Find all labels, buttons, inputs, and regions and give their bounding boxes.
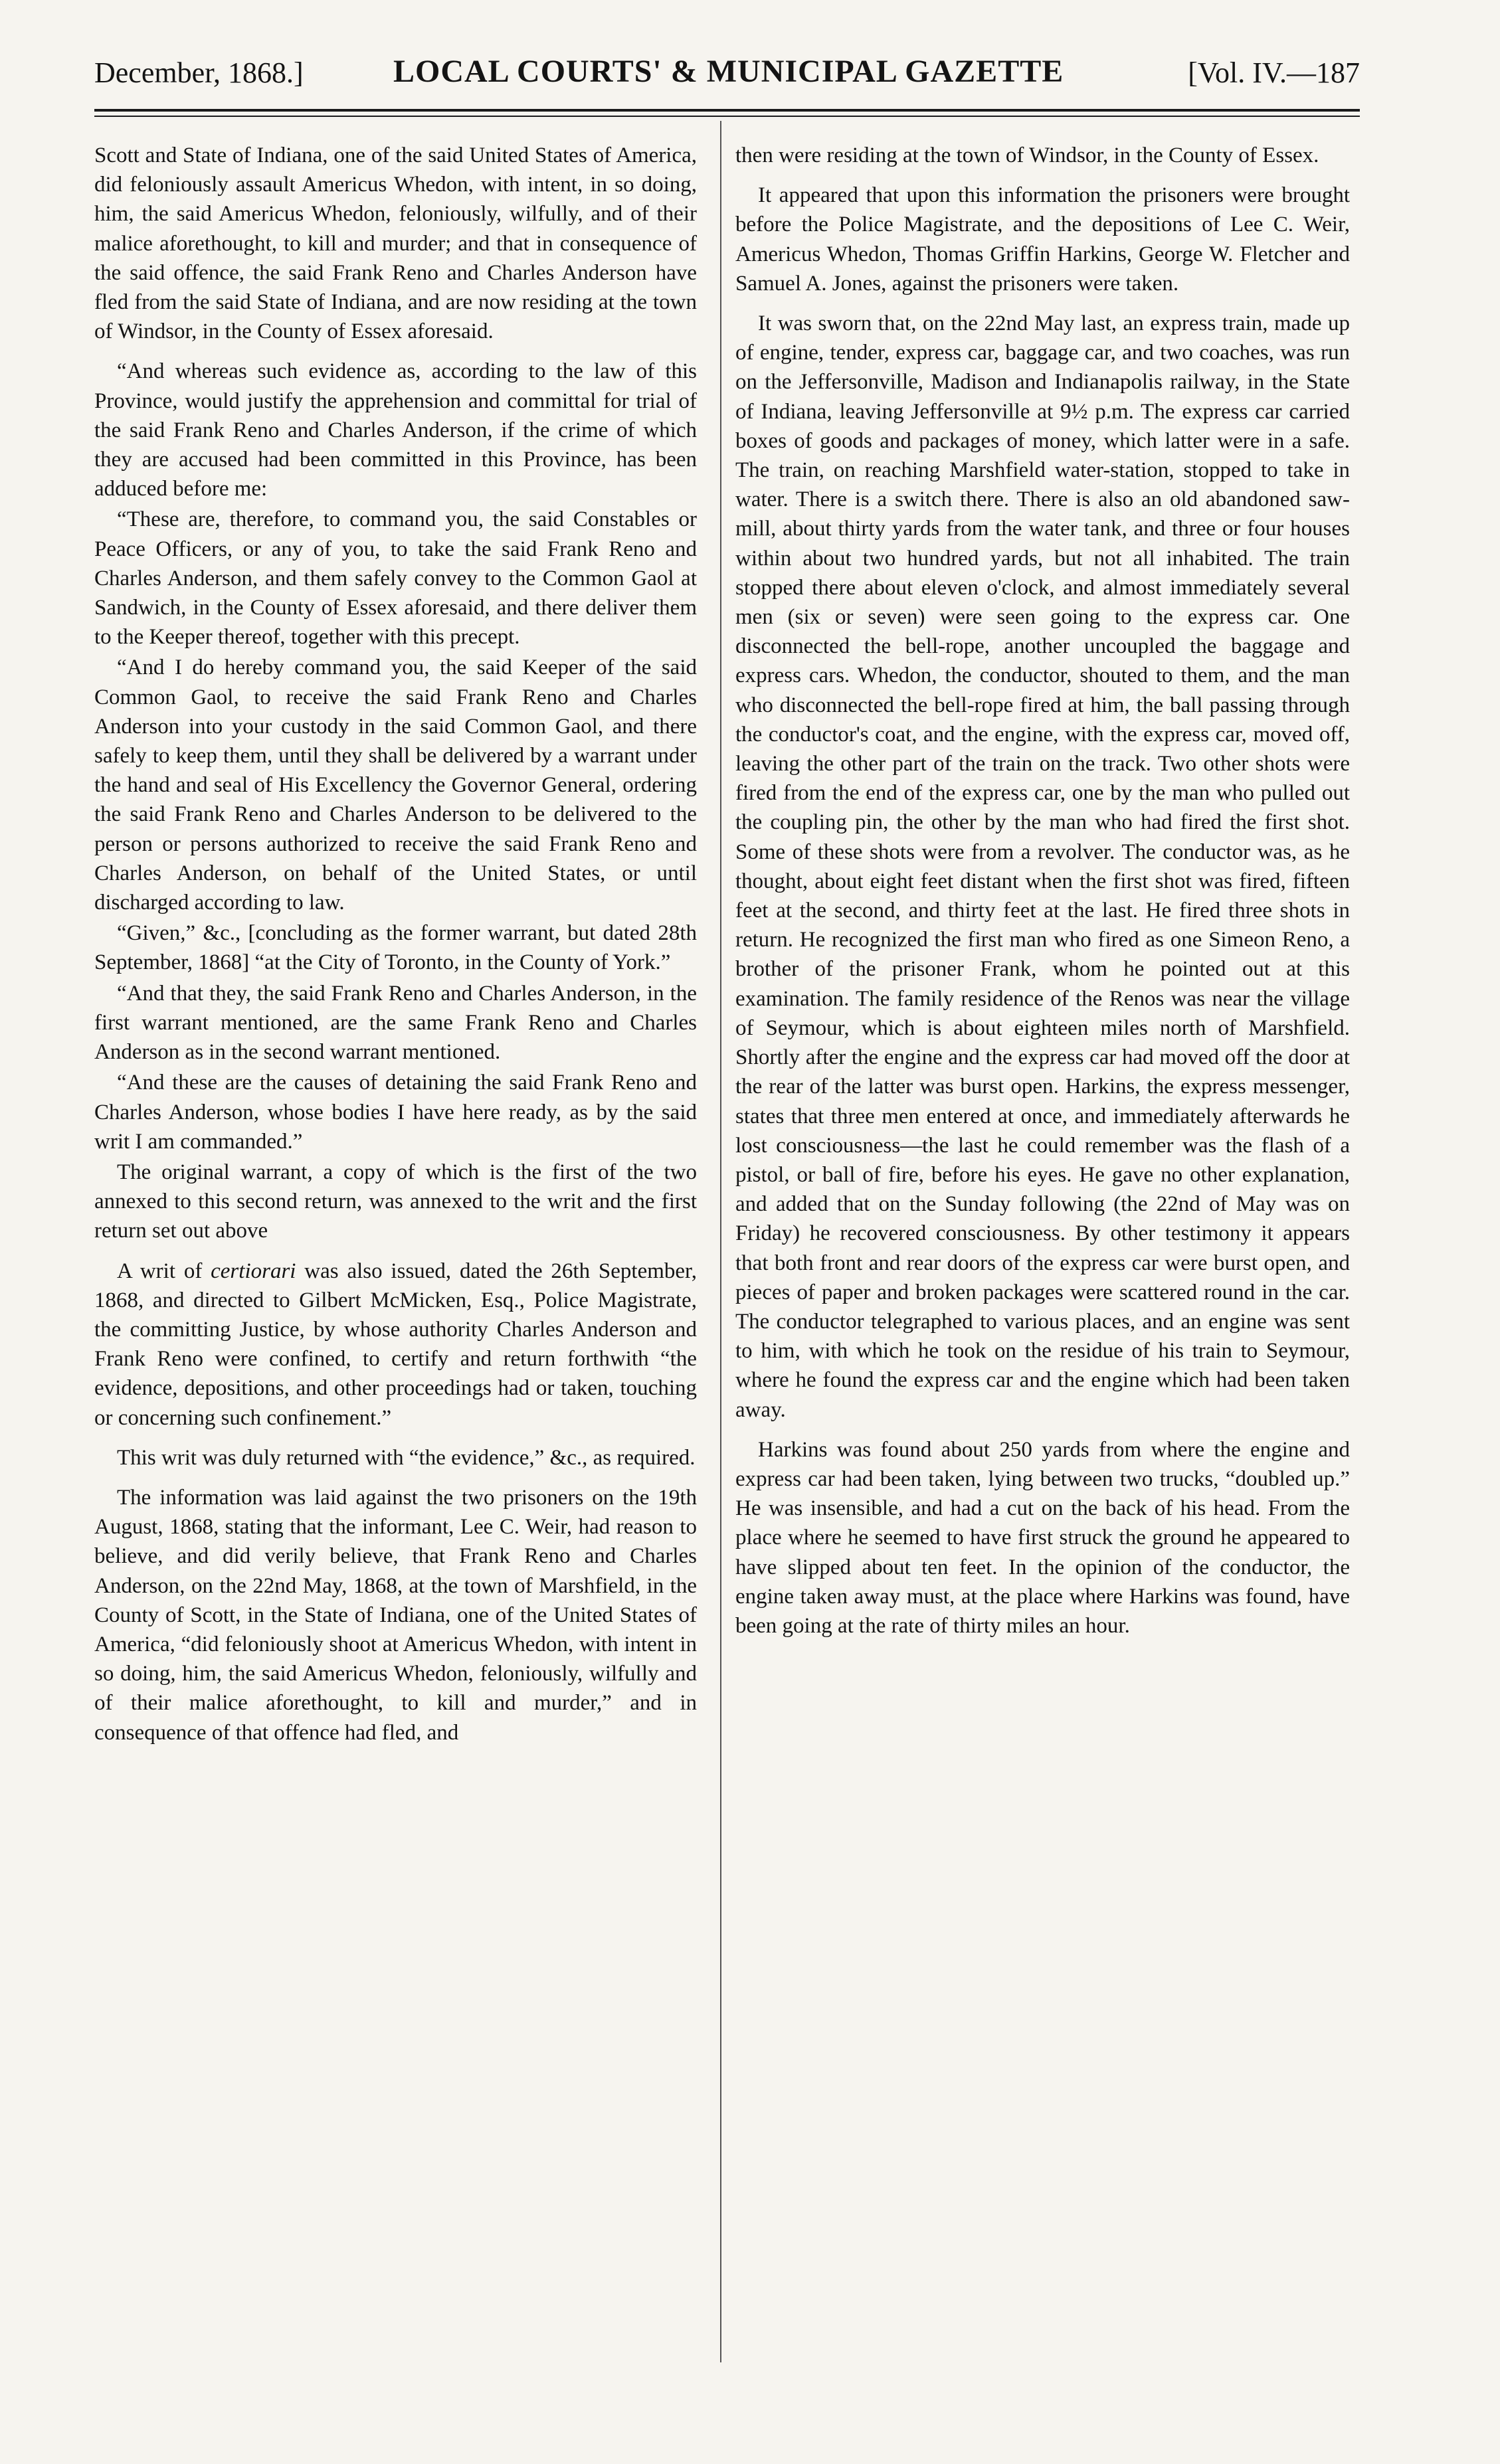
column-divider <box>720 121 721 2362</box>
italic-term: certiorari <box>211 1259 296 1283</box>
running-header <box>94 50 1360 112</box>
right-column <box>735 141 1350 1651</box>
paragraph: “And I do hereby command you, the said Keeper of the said Common Gaol, to receive the said Frank Reno and Charles Anderson into your custody in the said Common Gaol, and there safely to keep them, until they shall be delivered by a warrant under the hand and seal of His Excellency the Governor General, ordering the said Frank Reno and Charles Anderson to be delivered to the person or persons authorized to receive the said Frank Reno and Charles Anderson, on behalf of the United States, or until discharged according to law. <box>94 656 697 915</box>
header-rule-thick <box>94 109 1360 112</box>
paragraph: The original warrant, a copy of which is the first of the two annexed to this second return, was annexed to the writ and the first return set out above <box>94 1160 697 1243</box>
paragraph: Scott and State of Indiana, one of the said United States of America, did feloniously assault Americus Whedon, with intent, in so doing, him, the said Americus Whedon, feloniously, wilfully, and of their malice aforethought, to kill and murder; and that in consequence of the said offence, the said Frank Reno and Charles Anderson have fled from the said State of Indiana, and are now residing at the town of Windsor, in the County of Essex aforesaid. <box>94 143 697 344</box>
paragraph: “And these are the causes of detaining the said Frank Reno and Charles Anderson, whose bodies I have here ready, as by the said writ I am commanded.” <box>94 1071 697 1154</box>
paragraph: A writ of certiorari was also issued, dated the 26th September, 1868, and directed to Gilbert McMicken, Esq., Police Magistrate, the committing Justice, by whose authority Charles Anderson and Frank Reno were confined, to certify and return forthwith “the evidence, depositions, and other proceedings had or taken, touching or concerning such confinement.” <box>94 1259 697 1430</box>
paragraph: then were residing at the town of Windsor, in the County of Essex. <box>735 143 1319 167</box>
header-rule-thin <box>94 116 1360 117</box>
left-column <box>94 141 697 1758</box>
paragraph: “And whereas such evidence as, according to the law of this Province, would justify the apprehension and committal for trial of the said Frank Reno and Charles Anderson, if the crime of which they are accused had been committed in this Province, has been adduced before me: <box>94 359 697 501</box>
paragraph: Harkins was found about 250 yards from where the engine and express car had been taken, lying between two trucks, “doubled up.” He was insensible, and had a cut on the back of his head. From the place where he seemed to have first struck the ground he appeared to have slipped about ten feet. In the opinion of the conductor, the engine taken away must, at the place where Harkins was found, have been going at the rate of thirty miles an hour. <box>735 1437 1350 1638</box>
volume-page-number: [Vol. IV.—187 <box>1188 56 1360 89</box>
paragraph: This writ was duly returned with “the evidence,” &c., as required. <box>117 1445 696 1470</box>
publication-title: LOCAL COURTS' & MUNICIPAL GAZETTE <box>393 54 1064 89</box>
paragraph: The information was laid against the two prisoners on the 19th August, 1868, stating that the informant, Lee C. Weir, had reason to believe, and did verily believe, that Frank Reno and Charles Anderson, on the 22nd May, 1868, at the town of Marshfield, in the County of Scott, in the State of Indiana, one of the United States of America, “did feloniously shoot at Americus Whedon, with intent in so doing, him, the said Americus Whedon, feloniously, wilfully and of their malice aforethought, to kill and murder,” and in consequence of that offence had fled, and <box>94 1485 697 1745</box>
paragraph: “These are, therefore, to command you, the said Constables or Peace Officers, or any of you, to take the said Frank Reno and Charles Anderson, and them safely convey to the Common Gaol at Sandwich, in the County of Essex aforesaid, and there deliver them to the Keeper thereof, together with this precept. <box>94 507 697 650</box>
paragraph: It appeared that upon this information the prisoners were brought before the Police Magistrate, and the depositions of Lee C. Weir, Americus Whedon, Thomas Griffin Harkins, George W. Fletcher and Samuel A. Jones, against the prisoners were taken. <box>735 183 1350 296</box>
paragraph: It was sworn that, on the 22nd May last, an express train, made up of engine, tender, express car, baggage car, and two coaches, was run on the Jeffersonville, Madison and Indianapolis railway, in the State of Indiana, leaving Jeffersonville at 9½ p.m. The express car carried boxes of goods and packages of money, which latter were in a safe. The train, on reaching Marshfield water-station, stopped to take in water. There is a switch there. There is also an old abandoned saw-mill, about thirty yards from the water tank, and three or four houses within about two hundred yards, but not all inhabited. The train stopped there about eleven o'clock, and almost immediately several men (six or seven) were seen going to the express car. One disconnected the bell-rope, another uncoupled the baggage and express cars. Whedon, the conductor, shouted to them, and the man who disconnected the bell-rope fired at him, the ball passing through the conductor's coat, and the engine, with the express car, moved off, leaving the other part of the train on the track. Two other shots were fired from the end of the express car, one by the man who pulled out the coupling pin, the other by the man who had fired the first shot. Some of these shots were from a revolver. The conductor was, as he thought, about eight feet distant when the first shot was fired, fifteen feet at the second, and thirty feet at the last. He fired three shots in return. He recognized the first man who fired as one Simeon Reno, a brother of the prisoner Frank, whom he pointed out at this examination. The family residence of the Renos was near the village of Seymour, which is about eighteen miles north of Marshfield. Shortly after the engine and the express car had moved off the door at the rear of the latter was burst open. Harkins, the express messenger, states that three men entered at once, and immediately afterwards he lost consciousness—the last he could remember was the flash of a pistol, or ball of fire, before his eyes. He gave no other explanation, and added that on the Sunday following (the 22nd of May was on Friday) he recovered consciousness. By other testimony it appears that both front and rear doors of the express car were burst open, and pieces of paper and broken packages were scattered round in the car. The conductor telegraphed to various places, and an engine was sent to him, with which he took on the residue of his train to Seymour, where he found the express car and the engine which had been taken away. <box>735 311 1350 1422</box>
header-date: December, 1868.] <box>94 56 304 89</box>
paragraph: “Given,” &c., [concluding as the former warrant, but dated 28th September, 1868] “at the City of Toronto, in the County of York.” <box>94 921 697 975</box>
paragraph: “And that they, the said Frank Reno and Charles Anderson, in the first warrant mentioned, are the same Frank Reno and Charles Anderson as in the second warrant mentioned. <box>94 981 697 1065</box>
